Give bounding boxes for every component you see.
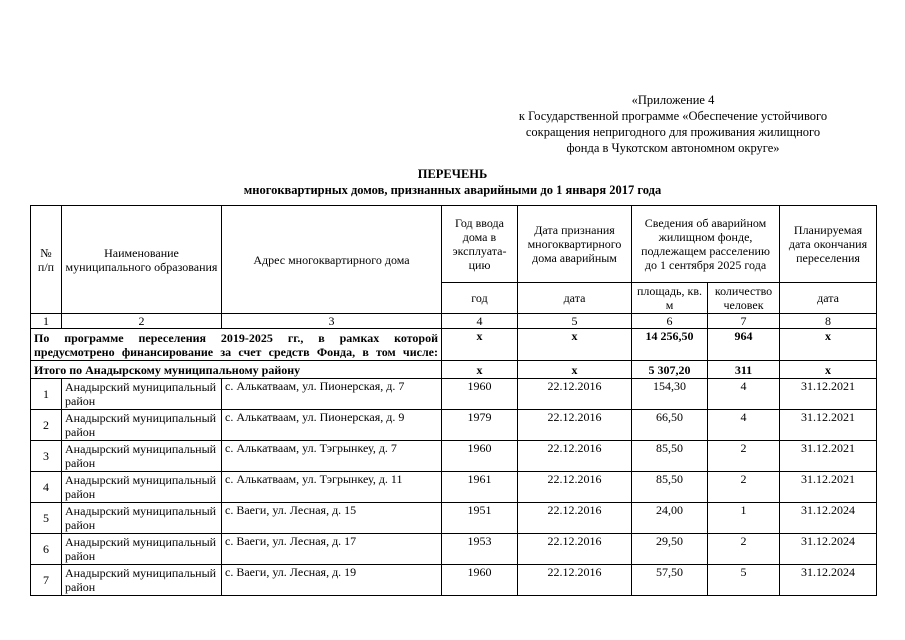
row-end-date: 31.12.2021 [780,441,877,472]
row-end-date: 31.12.2024 [780,534,877,565]
title-line-1: ПЕРЕЧЕНЬ [417,167,488,181]
subheader-end-date: дата [780,283,877,314]
row-address: с. Алькатваам, ул. Тэгрынкеу, д. 11 [222,472,442,503]
row-date: 22.12.2016 [518,472,632,503]
row-people: 1 [708,503,780,534]
program-total-area: 14 256,50 [632,329,708,361]
district-total-end-date: x [780,361,877,379]
column-number: 1 [31,314,62,329]
row-municipality: Анадырский муниципальный район [62,503,222,534]
district-total-row [31,361,877,379]
row-municipality: Анадырский муниципальный район [62,379,222,410]
row-year: 1960 [442,441,518,472]
row-year: 1979 [442,410,518,441]
row-num: 3 [31,441,62,472]
row-address: с. Алькатваам, ул. Тэгрынкеу, д. 7 [222,441,442,472]
row-year: 1960 [442,379,518,410]
row-people: 5 [708,565,780,596]
table-row [31,441,877,472]
row-end-date: 31.12.2024 [780,503,877,534]
row-area: 24,00 [632,503,708,534]
row-address: с. Ваеги, ул. Лесная, д. 15 [222,503,442,534]
row-area: 85,50 [632,472,708,503]
district-total-year: x [442,361,518,379]
column-number: 8 [780,314,877,329]
subheader-year: год [442,283,518,314]
row-address: с. Алькатваам, ул. Пионерская, д. 9 [222,410,442,441]
annex-line-3: сокращения непригодного для проживания жилищного [525,125,821,139]
program-total-people: 964 [708,329,780,361]
row-address: с. Ваеги, ул. Лесная, д. 19 [222,565,442,596]
title-line-2: многоквартирных домов, признанных аварийными до 1 января 2017 года [243,183,662,197]
header-fund-info: Сведения об аварийном жилищном фонде, подлежащем расселению до 1 сентября 2025 года [632,206,780,283]
district-total-people: 311 [708,361,780,379]
column-number: 4 [442,314,518,329]
row-people: 2 [708,441,780,472]
header-planned-end: Планируемая дата окончания переселения [780,206,877,283]
row-end-date: 31.12.2021 [780,410,877,441]
column-number-row [31,314,877,329]
row-date: 22.12.2016 [518,503,632,534]
header-year-in-service: Год ввода дома в эксплуата-цию [442,206,518,283]
row-year: 1953 [442,534,518,565]
annex-line-4: фонда в Чукотском автономном округе» [566,141,780,155]
table-row [31,379,877,410]
row-address: с. Ваеги, ул. Лесная, д. 17 [222,534,442,565]
row-people: 2 [708,472,780,503]
row-year: 1961 [442,472,518,503]
table-row [31,534,877,565]
row-area: 57,50 [632,565,708,596]
row-num: 2 [31,410,62,441]
row-people: 4 [708,379,780,410]
header-address: Адрес многоквартирного дома [222,206,442,314]
annex-line-1: «Приложение 4 [631,93,715,107]
header-row [31,206,877,283]
row-end-date: 31.12.2021 [780,379,877,410]
column-number: 6 [632,314,708,329]
table-row [31,410,877,441]
row-municipality: Анадырский муниципальный район [62,565,222,596]
column-number: 5 [518,314,632,329]
subheader-area: площадь, кв. м [632,283,708,314]
column-number: 7 [708,314,780,329]
row-address: с. Алькатваам, ул. Пионерская, д. 7 [222,379,442,410]
program-total-end-date: x [780,329,877,361]
district-total-label: Итого по Анадырскому муниципальному району [31,361,442,379]
row-date: 22.12.2016 [518,379,632,410]
row-area: 66,50 [632,410,708,441]
column-number: 3 [222,314,442,329]
row-area: 154,30 [632,379,708,410]
program-total-date: x [518,329,632,361]
header-date-recognized: Дата признания многоквартирного дома аварийным [518,206,632,283]
row-date: 22.12.2016 [518,441,632,472]
row-municipality: Анадырский муниципальный район [62,441,222,472]
column-number: 2 [62,314,222,329]
table-row [31,503,877,534]
row-area: 29,50 [632,534,708,565]
row-municipality: Анадырский муниципальный район [62,472,222,503]
row-end-date: 31.12.2024 [780,565,877,596]
district-total-date: x [518,361,632,379]
row-year: 1960 [442,565,518,596]
row-num: 1 [31,379,62,410]
header-municipality: Наименование муниципального образования [62,206,222,314]
program-total-row [31,329,877,361]
row-num: 6 [31,534,62,565]
document-title [0,166,905,198]
subheader-date: дата [518,283,632,314]
annex-heading [478,92,868,156]
program-total-year: x [442,329,518,361]
row-end-date: 31.12.2021 [780,472,877,503]
row-date: 22.12.2016 [518,534,632,565]
row-people: 4 [708,410,780,441]
row-num: 4 [31,472,62,503]
annex-line-2: к Государственной программе «Обеспечение устойчивого [518,109,828,123]
row-municipality: Анадырский муниципальный район [62,410,222,441]
row-area: 85,50 [632,441,708,472]
row-num: 5 [31,503,62,534]
header-num: № п/п [31,206,62,314]
row-date: 22.12.2016 [518,565,632,596]
row-num: 7 [31,565,62,596]
table-row [31,565,877,596]
district-total-area: 5 307,20 [632,361,708,379]
subheader-people: количество человек [708,283,780,314]
row-people: 2 [708,534,780,565]
housing-register-table [30,205,877,596]
program-total-label: По программе переселения 2019-2025 гг., в рамках которой предусмотрено финансирование за счет средств Фонда, в том числе: [31,329,442,361]
row-date: 22.12.2016 [518,410,632,441]
row-year: 1951 [442,503,518,534]
table-row [31,472,877,503]
row-municipality: Анадырский муниципальный район [62,534,222,565]
